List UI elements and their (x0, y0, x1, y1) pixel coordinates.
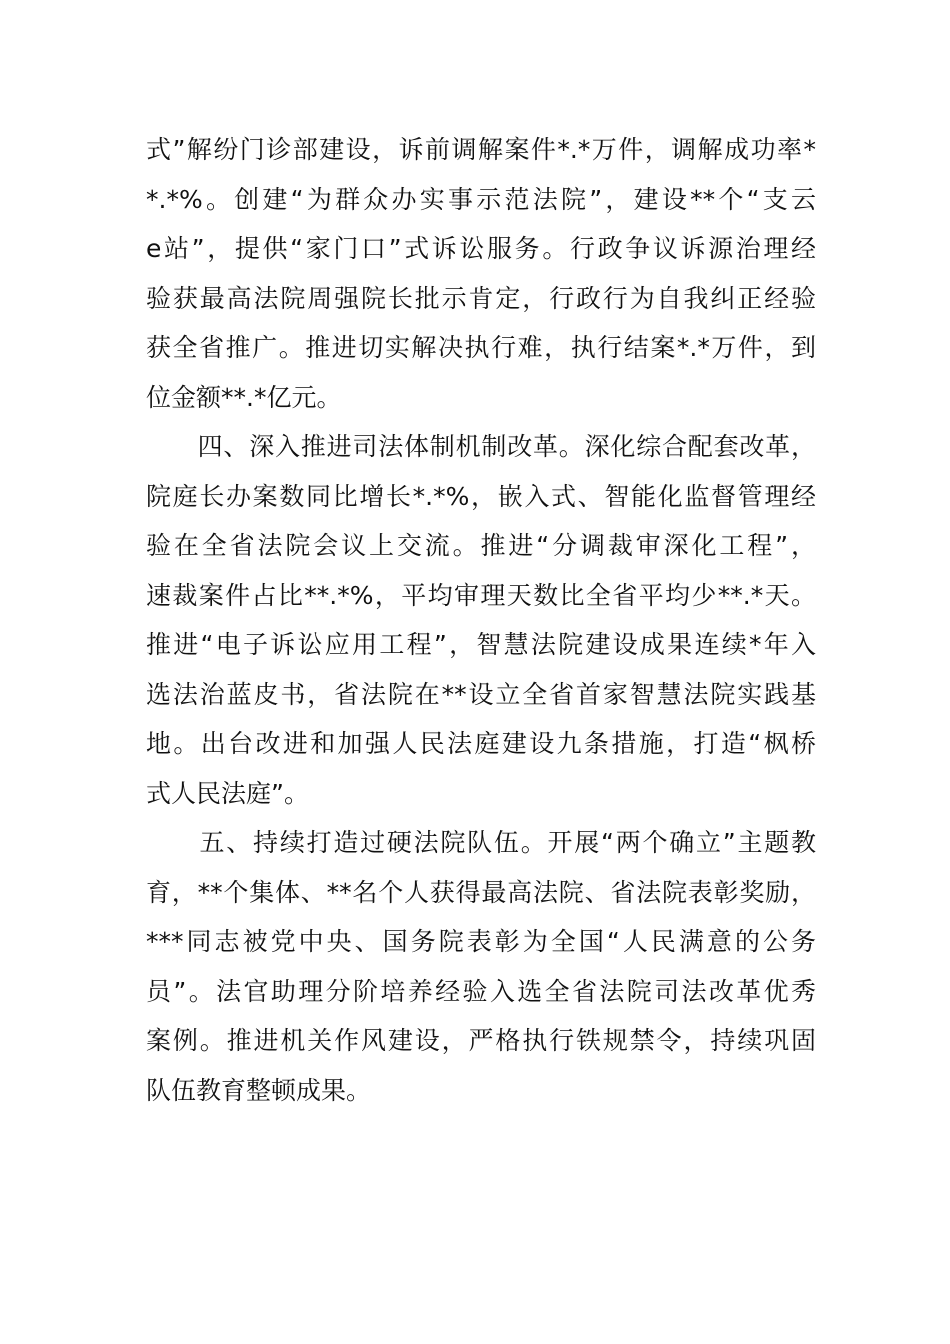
text-line: 验在全省法院会议上交流。推进“分调裁审深化工程”， (146, 531, 816, 560)
text-line: 选法治蓝皮书，省法院在**设立全省首家智慧法院实践基 (146, 679, 816, 709)
text-line: 式”解纷门诊部建设，诉前调解案件*.*万件，调解成功率* (146, 135, 816, 164)
text-line: 地。出台改进和加强人民法庭建设九条措施，打造“枫桥 (146, 729, 816, 758)
text-line: 式人民法庭”。 (146, 778, 309, 808)
document-body (146, 125, 816, 1115)
text-line: 队伍教育整顿成果。 (146, 1075, 372, 1105)
text-line: 案例。推进机关作风建设，严格执行铁规禁令，持续巩固 (146, 1026, 816, 1055)
text-line: 育，**个集体、**名个人获得最高法院、省法院表彰奖励， (146, 877, 816, 907)
text-line: *.*%。创建“为群众办实事示范法院”，建设**个“支云 (146, 184, 816, 214)
text-line: 院庭长办案数同比增长*.*%，嵌入式、智能化监督管理经 (146, 481, 816, 511)
text-line: 速裁案件占比**.*%，平均审理天数比全省平均少**.*天。 (146, 580, 816, 610)
text-line: 四、深入推进司法体制机制改革。深化综合配套改革， (146, 432, 816, 461)
text-line: e站”，提供“家门口”式诉讼服务。行政争议诉源治理经 (146, 234, 816, 263)
text-line: 推进“电子诉讼应用工程”，智慧法院建设成果连续*年入 (146, 630, 816, 659)
text-line: 员”。法官助理分阶培养经验入选全省法院司法改革优秀 (146, 976, 816, 1006)
text-line: 五、持续打造过硬法院队伍。开展“两个确立”主题教 (146, 828, 816, 857)
text-line: 获全省推广。推进切实解决执行难，执行结案*.*万件，到 (146, 333, 816, 362)
text-line: 位金额**.*亿元。 (146, 382, 342, 412)
text-line: 验获最高法院周强院长批示肯定，行政行为自我纠正经验 (146, 283, 816, 313)
text-line: ***同志被党中央、国务院表彰为全国“人民满意的公务 (146, 927, 816, 956)
